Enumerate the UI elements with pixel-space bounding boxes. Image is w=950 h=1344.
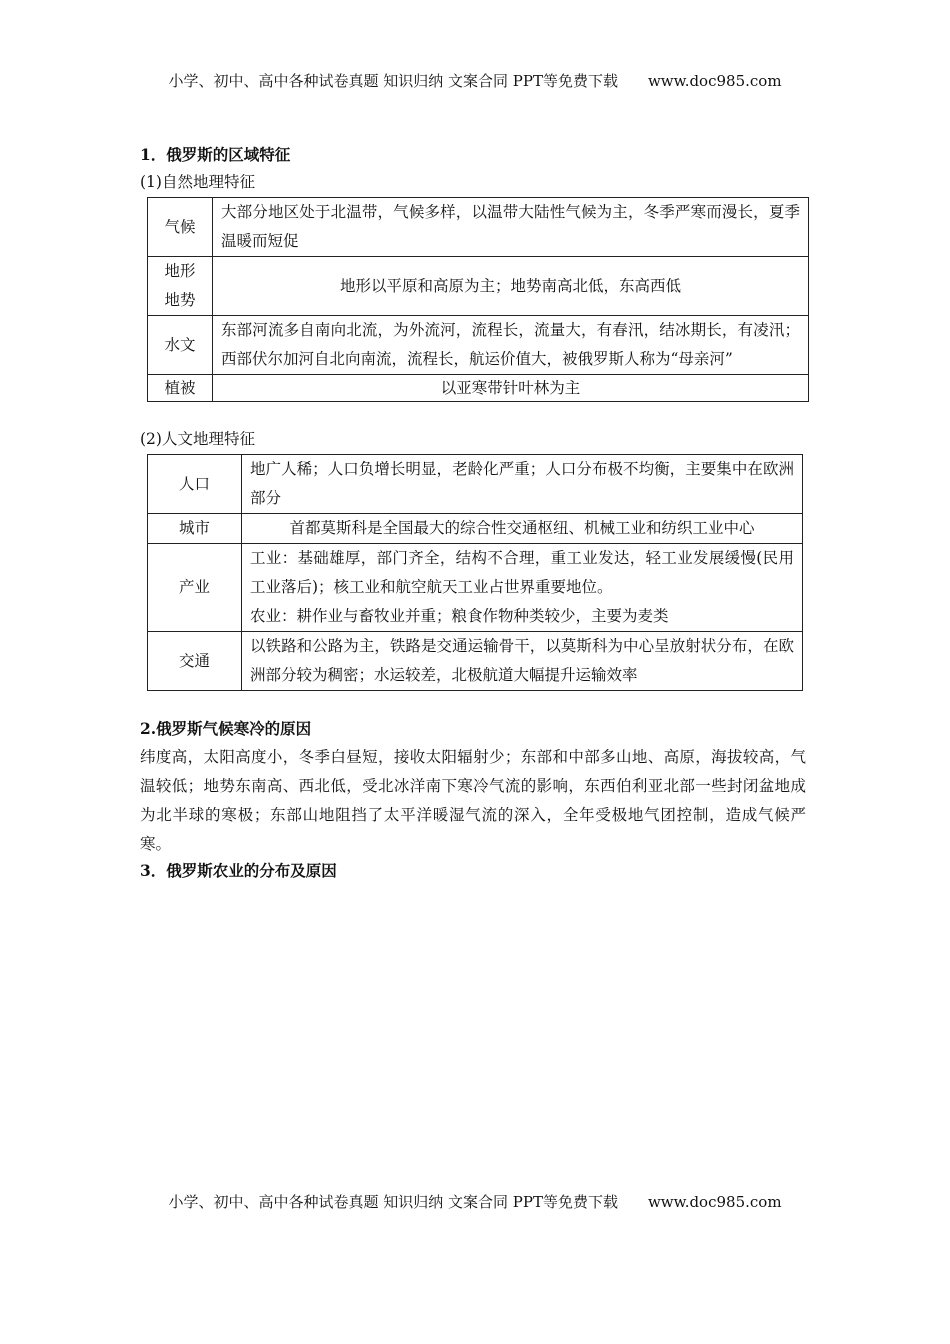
section3-title: 3．俄罗斯农业的分布及原因 (140, 861, 337, 880)
row-label: 气候 (148, 198, 213, 257)
section2-title: 2.俄罗斯气候寒冷的原因 (140, 719, 312, 738)
table-row (148, 544, 803, 632)
row-text: 地广人稀；人口负增长明显，老龄化严重；人口分布极不均衡，主要集中在欧洲部分 (242, 455, 803, 514)
natural-features-table (147, 197, 809, 402)
header-site: www.doc985.com (647, 72, 782, 90)
footer-text: 小学、初中、高中各种试卷真题 知识归纳 文案合同 PPT等免费下载 (168, 1193, 618, 1211)
row-label: 城市 (148, 514, 242, 544)
row-label: 水文 (148, 316, 213, 375)
page-header (0, 70, 950, 91)
row-text: 首都莫斯科是全国最大的综合性交通枢纽、机械工业和纺织工业中心 (242, 514, 803, 544)
agriculture-text: 农业：耕作业与畜牧业并重；粮食作物种类较少，主要为麦类 (250, 607, 669, 625)
row-label: 产业 (148, 544, 242, 632)
table-row (148, 375, 809, 402)
table-row (148, 316, 809, 375)
header-text: 小学、初中、高中各种试卷真题 知识归纳 文案合同 PPT等免费下载 (168, 72, 618, 90)
row-text: 大部分地区处于北温带，气候多样，以温带大陆性气候为主，冬季严寒而漫长，夏季温暖而短促 (213, 198, 809, 257)
natural-subtitle: (1)自然地理特征 (140, 173, 255, 191)
table-row (148, 257, 809, 316)
page-footer (0, 1191, 950, 1212)
table-row (148, 455, 803, 514)
section1-title: 1．俄罗斯的区域特征 (140, 145, 291, 164)
table-row (148, 514, 803, 544)
section2-body: 纬度高，太阳高度小，冬季白昼短，接收太阳辐射少；东部和中部多山地、高原，海拔较高，气温较低；地势东南高、西北低，受北冰洋南下寒冷气流的影响，东西伯利亚北部一些封闭盆地成为北半球的寒极；东部山地阻挡了太平洋暖湿气流的深入，全年受极地气团控制，造成气候严寒。 (140, 748, 806, 853)
footer-site: www.doc985.com (647, 1193, 782, 1211)
main-content (140, 143, 806, 883)
table-row (148, 632, 803, 691)
row-text: 以亚寒带针叶林为主 (213, 375, 809, 402)
row-text: 地形以平原和高原为主；地势南高北低，东高西低 (213, 257, 809, 316)
row-label: 地形地势 (148, 257, 213, 316)
row-label: 植被 (148, 375, 213, 402)
row-text: 东部河流多自南向北流，为外流河，流程长，流量大，有春汛，结冰期长，有凌汛；西部伏尔加河自北向南流，流程长，航运价值大，被俄罗斯人称为“母亲河” (213, 316, 809, 375)
industry-text: 工业：基础雄厚，部门齐全，结构不合理，重工业发达，轻工业发展缓慢(民用工业落后)；核工业和航空航天工业占世界重要地位。 (250, 549, 794, 596)
table-row (148, 198, 809, 257)
row-label: 交通 (148, 632, 242, 691)
row-text-cell (242, 544, 803, 632)
human-subtitle: (2)人文地理特征 (140, 430, 255, 448)
human-features-table (147, 454, 803, 691)
row-label: 人口 (148, 455, 242, 514)
row-text: 以铁路和公路为主，铁路是交通运输骨干，以莫斯科为中心呈放射状分布，在欧洲部分较为稠密；水运较差，北极航道大幅提升运输效率 (242, 632, 803, 691)
